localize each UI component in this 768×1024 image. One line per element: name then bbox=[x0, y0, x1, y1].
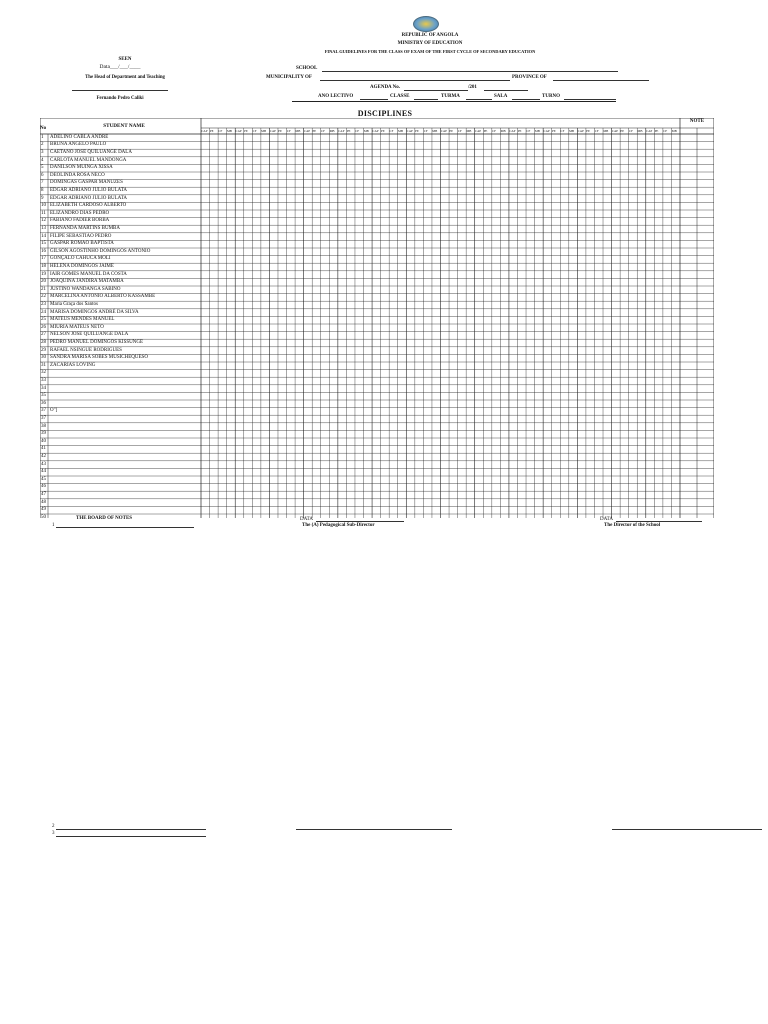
row-number: 2 bbox=[41, 142, 44, 148]
student-name: MATEUS MENDES MANUEL bbox=[50, 317, 115, 323]
student-name: SANDRA MARISA SOBES MUSICHEQUESO bbox=[50, 355, 148, 361]
grades-table bbox=[40, 118, 714, 518]
student-name: DEOLINDA ROSA NECO bbox=[50, 172, 105, 178]
discipline-code: CF bbox=[663, 129, 668, 133]
turno-label: TURNO bbox=[542, 94, 561, 99]
student-name: EDGAR ADRIANO JULIO BULATA bbox=[50, 188, 127, 193]
discipline-code: MB bbox=[637, 129, 643, 133]
row-number: 44 bbox=[41, 469, 46, 475]
discipline-code: MB bbox=[398, 129, 403, 133]
province-label: PROVINCE OF bbox=[512, 75, 547, 80]
row-number: 42 bbox=[41, 454, 46, 459]
discipline-code: CF bbox=[594, 129, 599, 133]
row-number: 30 bbox=[41, 355, 46, 361]
row-number: 49 bbox=[41, 507, 46, 513]
student-name: DOMINGAS GASPAR MANUZES bbox=[50, 180, 123, 186]
discipline-code: CAP bbox=[303, 129, 311, 133]
row-number: 46 bbox=[41, 484, 46, 490]
discipline-code: PE bbox=[415, 129, 419, 133]
row-number: 41 bbox=[41, 446, 46, 452]
discipline-code: MB bbox=[534, 129, 540, 133]
agenda-label: AGENDA No. bbox=[370, 85, 401, 90]
discipline-code: MB bbox=[295, 129, 301, 133]
student-name: ELIZANDRO DIAS PEDRO bbox=[50, 210, 110, 216]
row-number: 38 bbox=[41, 423, 46, 429]
turma-label: TURMA bbox=[441, 94, 460, 99]
board-member-1-label: 1 bbox=[52, 523, 55, 528]
board-member-2-label: 2 bbox=[52, 824, 55, 829]
no-header: No bbox=[40, 126, 47, 131]
discipline-code: CAP bbox=[235, 129, 242, 133]
discipline-code: CF bbox=[492, 129, 497, 133]
discipline-code: CF bbox=[355, 129, 360, 133]
discipline-code: CAP bbox=[372, 129, 379, 133]
discipline-code: CF bbox=[321, 129, 325, 133]
head-name: Fernando Pedro Caliki bbox=[96, 96, 144, 101]
director-label: The Director of the School bbox=[604, 523, 661, 528]
student-name: JUSTINO WANDANGA SABINO bbox=[50, 286, 121, 292]
discipline-code: PE bbox=[244, 129, 248, 133]
row-number: 37 bbox=[41, 408, 46, 414]
row-number: 23 bbox=[41, 302, 46, 307]
student-name: RAFAEL NSINGUE RODRIGUES bbox=[50, 347, 122, 353]
discipline-code: PE bbox=[620, 129, 625, 133]
discipline-code: CF bbox=[389, 129, 394, 133]
student-name: Maria Graça dos Santos bbox=[50, 302, 98, 307]
row-number: 39 bbox=[41, 431, 46, 437]
student-name: GONÇALO CAHUCA MOLI bbox=[50, 256, 111, 262]
student-name-header: STUDENT NAME bbox=[103, 123, 145, 129]
discipline-code: CAP bbox=[611, 129, 619, 133]
student-name: EDGAR ADRIANO JULIO BULATA bbox=[50, 195, 127, 201]
row-number: 29 bbox=[41, 347, 46, 353]
discipline-code: PE bbox=[449, 129, 454, 133]
discipline-code: MB bbox=[603, 129, 609, 133]
discipline-code: CAP bbox=[269, 129, 276, 133]
disciplines-title: DISCIPLINES bbox=[357, 109, 413, 118]
row-number: 6 bbox=[41, 172, 44, 178]
discipline-code: PE bbox=[346, 129, 351, 133]
discipline-code: MB bbox=[329, 129, 335, 133]
classe-label: CLASSE bbox=[390, 94, 410, 99]
discipline-code: CF bbox=[218, 129, 223, 133]
guideline-heading: FINAL GUIDELINES FOR THE CLASS OF EXAM OF THE FIRST CYCLE OF SECONDARY EDUCATION bbox=[324, 49, 536, 54]
student-name: MIURIA MATEUS NETO bbox=[50, 324, 104, 330]
data-field-1[interactable] bbox=[316, 521, 404, 522]
row-number: 35 bbox=[41, 393, 46, 399]
province-field[interactable] bbox=[553, 80, 649, 81]
data-label-2: DATA bbox=[600, 517, 613, 522]
sala-label: SALA bbox=[494, 94, 508, 99]
student-name: ZACARIAS LOVING bbox=[50, 362, 96, 368]
row-number: 37 bbox=[41, 416, 46, 421]
student-name: CARLOTA MANUEL MANDONGA bbox=[50, 157, 127, 163]
row-number: 34 bbox=[41, 385, 46, 391]
discipline-code: CF bbox=[526, 129, 531, 133]
ministry-heading: MINISTRY OF EDUCATION bbox=[397, 41, 463, 46]
student-name: JOAQUINA JANDIRA MATAMBA bbox=[50, 279, 124, 285]
student-name: CAETANO JOSE QUILUANGE DALA bbox=[50, 150, 132, 155]
row-number: 36 bbox=[41, 400, 46, 406]
agenda-field[interactable] bbox=[404, 90, 468, 91]
ano-lectivo-label: ANO LECTIVO bbox=[318, 94, 354, 99]
discipline-code: MB bbox=[432, 129, 438, 133]
row-number: 16 bbox=[41, 248, 46, 254]
discipline-code: CF bbox=[286, 129, 291, 133]
note-header: NOTE bbox=[689, 119, 705, 124]
discipline-code: CAP bbox=[646, 129, 653, 133]
discipline-code: PE bbox=[209, 129, 214, 133]
sub-director-label: The (A) Pedagogical Sub-Director bbox=[302, 523, 375, 528]
row-number: 43 bbox=[41, 461, 46, 467]
head-department-label: The Head of Department and Teaching bbox=[85, 75, 165, 80]
row-number: 14 bbox=[41, 233, 46, 239]
row-number: 12 bbox=[41, 218, 46, 224]
student-name: GILSON AGOSTINHO DOMINGOS ANTONIO bbox=[50, 248, 151, 254]
row-number: 45 bbox=[41, 476, 46, 482]
seen-date: Data___/___/____ bbox=[99, 64, 141, 70]
discipline-code: CAP bbox=[338, 129, 345, 133]
discipline-code: PE bbox=[380, 129, 385, 133]
country-heading: REPUBLIC OF ANGOLA bbox=[401, 33, 459, 38]
row-number: 27 bbox=[41, 332, 46, 338]
row-number: 7 bbox=[41, 180, 44, 186]
discipline-code: PE bbox=[586, 129, 590, 133]
row-number: 22 bbox=[41, 294, 46, 300]
discipline-code: MB bbox=[671, 129, 677, 133]
row-number: 17 bbox=[41, 256, 46, 262]
agenda-year: /201 bbox=[468, 85, 477, 90]
discipline-code: CF bbox=[560, 129, 565, 133]
student-name: ELIZABETH CARDOSO ALBERTO bbox=[50, 203, 127, 209]
student-name: FABIANO FADIER BORBA bbox=[50, 218, 110, 224]
sala-field[interactable] bbox=[512, 99, 540, 100]
row-number: 8 bbox=[41, 188, 44, 193]
sub-director-signature-line[interactable] bbox=[296, 829, 452, 830]
discipline-code: CF bbox=[252, 129, 257, 133]
row-number: 10 bbox=[41, 203, 46, 209]
angola-emblem-icon bbox=[413, 16, 439, 32]
row-number: 5 bbox=[41, 165, 44, 171]
board-member-1-line[interactable] bbox=[56, 527, 194, 528]
student-name: FILIPE SEBASTIAO PEDRO bbox=[50, 233, 112, 239]
student-name: ADELINO CABLA ANDRE bbox=[50, 134, 109, 140]
discipline-code: MB bbox=[500, 129, 506, 133]
ano-field[interactable] bbox=[360, 99, 388, 100]
row-number: 9 bbox=[41, 195, 44, 201]
row-number: 31 bbox=[41, 362, 46, 368]
municipality-field[interactable] bbox=[320, 80, 510, 81]
row-number: 3 bbox=[41, 150, 44, 155]
agenda-year-field[interactable] bbox=[484, 90, 528, 91]
row-number: 32 bbox=[41, 370, 46, 376]
data-field-2[interactable] bbox=[616, 521, 702, 522]
board-member-3-line[interactable] bbox=[56, 836, 206, 837]
row-number: 40 bbox=[41, 438, 46, 444]
student-name: DANILSON MUINGA XISSA bbox=[50, 165, 113, 171]
data-label-1: DATA bbox=[300, 517, 313, 522]
discipline-code: PE bbox=[551, 129, 556, 133]
discipline-code: CAP bbox=[440, 129, 447, 133]
row-number: 19 bbox=[41, 271, 46, 277]
discipline-code: MB bbox=[226, 129, 232, 133]
municipality-label: MUNICIPALITY OF bbox=[266, 75, 312, 80]
discipline-code: MB bbox=[466, 129, 472, 133]
row-number: 21 bbox=[41, 286, 46, 292]
discipline-code: CAP bbox=[509, 129, 516, 133]
row-number: 13 bbox=[41, 226, 46, 231]
row-number: 18 bbox=[41, 264, 46, 269]
board-of-notes-label: THE BOARD OF NOTES bbox=[76, 516, 133, 521]
discipline-code: MB bbox=[569, 129, 575, 133]
row-number: 33 bbox=[41, 378, 46, 383]
discipline-code: CF bbox=[423, 129, 428, 133]
discipline-code: CAP bbox=[406, 129, 413, 133]
row-number: 25 bbox=[41, 317, 46, 323]
row-number: 50 bbox=[41, 514, 46, 520]
header-rule bbox=[292, 101, 616, 102]
discipline-code: PE bbox=[483, 129, 488, 133]
student-name: IAIR GOMES MANUEL DA COSTA bbox=[50, 271, 127, 277]
turma-field[interactable] bbox=[466, 99, 492, 100]
discipline-code: CF bbox=[457, 129, 462, 133]
row-number: 11 bbox=[41, 210, 46, 216]
discipline-code: PE bbox=[654, 129, 659, 133]
head-signature-line bbox=[72, 90, 168, 91]
discipline-code: MB bbox=[363, 129, 369, 133]
row-number: 48 bbox=[41, 499, 46, 505]
discipline-code: PE bbox=[312, 129, 317, 133]
school-field[interactable] bbox=[322, 71, 618, 72]
student-name: O"] bbox=[50, 408, 58, 414]
student-name: FERNANDA MARTINS BUMBA bbox=[50, 226, 120, 231]
board-member-3-label: 3 bbox=[52, 831, 55, 836]
school-label: SCHOOL bbox=[296, 66, 318, 71]
seen-label: SEEN bbox=[118, 57, 132, 62]
classe-field[interactable] bbox=[414, 99, 438, 100]
discipline-code: CAP bbox=[577, 129, 584, 133]
student-name: MARISA DOMINGOS ANDRÉ DA SILVA bbox=[50, 309, 139, 315]
discipline-code: PE bbox=[517, 129, 522, 133]
student-name: HELENA DOMINGOS JAIME bbox=[50, 264, 114, 269]
board-member-2-line[interactable] bbox=[56, 829, 206, 830]
discipline-code: PE bbox=[278, 129, 283, 133]
row-number: 1 bbox=[41, 134, 44, 140]
discipline-code: CAP bbox=[201, 129, 208, 133]
row-number: 26 bbox=[41, 324, 46, 330]
grades-grid-lines bbox=[40, 118, 714, 518]
director-signature-line[interactable] bbox=[612, 829, 762, 830]
discipline-code: CAP bbox=[475, 129, 482, 133]
discipline-code: CF bbox=[628, 129, 633, 133]
student-name: PEDRO MANUEL DOMINGOS KISSUNGE bbox=[50, 340, 144, 345]
row-number: 20 bbox=[41, 279, 46, 285]
row-number: 24 bbox=[41, 309, 46, 315]
discipline-code: CAP bbox=[543, 129, 550, 133]
row-number: 47 bbox=[41, 492, 46, 497]
turno-field[interactable] bbox=[564, 99, 616, 100]
row-number: 28 bbox=[41, 340, 46, 345]
student-name: BRUNA ANGELO PAULO bbox=[50, 142, 107, 148]
student-name: NELSON JOSE QUILUANGE DALA bbox=[50, 332, 129, 338]
row-number: 15 bbox=[41, 241, 46, 247]
student-name: MARCELINA ANTONIO ALBERTO KASSAMBE bbox=[50, 294, 156, 300]
student-name: GASPAR ROMAO BAPTISTA bbox=[50, 241, 114, 247]
discipline-code: MB bbox=[261, 129, 267, 133]
row-number: 4 bbox=[41, 157, 44, 163]
